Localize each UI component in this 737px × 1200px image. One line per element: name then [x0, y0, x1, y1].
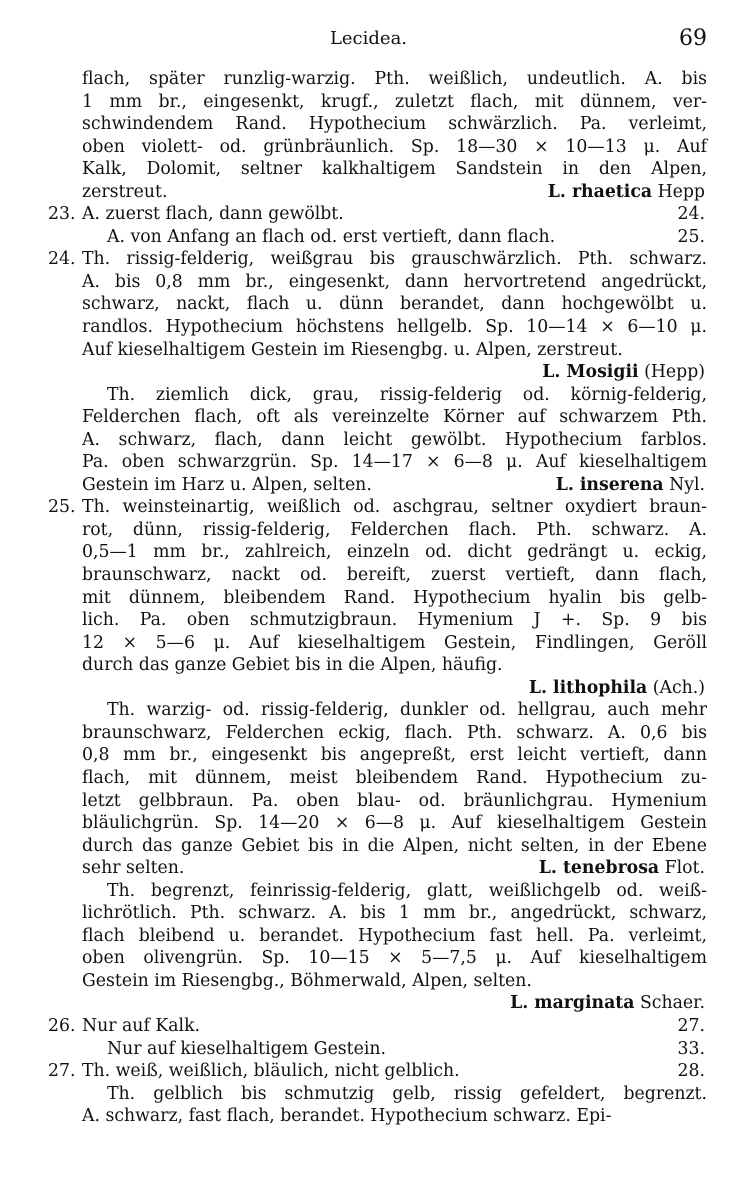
line-text: Gestein im Riesengbg., Böhmerwald, Alpen, selten.: [82, 970, 532, 991]
text-line: [0, 947, 737, 970]
line-text: braunschwarz, Felderchen eckig, flach. Pth. schwarz. A. 0,6 bis: [82, 722, 707, 743]
text-line: [0, 1060, 737, 1083]
line-text: A. bis 0,8 mm br., eingesenkt, dann hervortretend angedrückt,: [82, 271, 707, 292]
text-line: [0, 1083, 737, 1106]
line-text: 1 mm br., eingesenkt, krugf., zuletzt flach, mit dünnem, ver-: [82, 91, 707, 112]
species-name: [556, 474, 705, 497]
line-text: letzt gelbbraun. Pa. oben blau- od. bräunlichgrau. Hymenium: [82, 790, 707, 811]
line-text: flach, später runzlig-warzig. Pth. weißlich, undeutlich. A. bis: [82, 69, 707, 89]
text-line: [0, 68, 737, 91]
line-text: A. schwarz, fast flach, berandet. Hypothecium schwarz. Epi-: [82, 1106, 612, 1127]
line-text: Th. weiß, weißlich, bläulich, nicht gelblich.: [82, 1061, 460, 1082]
text-line: [0, 158, 737, 181]
line-text: lichrötlich. Pth. schwarz. A. bis 1 mm br., angedrückt, schwarz,: [82, 903, 707, 924]
line-text: 0,8 mm br., eingesenkt bis angepreßt, erst leicht vertieft, dann: [82, 745, 707, 766]
species-binomial: L. Mosigii: [542, 362, 639, 383]
line-text: Kalk, Dolomit, seltner kalkhaltigem Sandstein in den Alpen,: [82, 159, 707, 180]
key-text-body: [0, 68, 737, 1128]
key-reference-number: 24.: [677, 204, 705, 225]
running-head: Lecidea.: [329, 28, 408, 49]
text-line: [0, 857, 737, 880]
line-text: durch das ganze Gebiet bis in die Alpen, nicht selten, in der Ebene: [82, 835, 707, 856]
text-line: [0, 248, 737, 271]
text-line: [0, 113, 737, 136]
line-text: sehr selten.: [82, 858, 185, 879]
line-text: durch das ganze Gebiet bis in die Alpen, häufig.: [82, 655, 503, 676]
text-line: [0, 722, 737, 745]
line-text: 12 × 5—6 μ. Auf kieselhaltigem Gestein, Findlingen, Geröll: [82, 632, 707, 653]
line-text: Th. warzig- od. rissig-felderig, dunkler od. hellgrau, auch mehr: [107, 700, 707, 721]
line-text: A. zuerst flach, dann gewölbt.: [82, 204, 344, 225]
text-line: [0, 226, 737, 249]
text-line: [0, 541, 737, 564]
key-couplet-number: 27.: [48, 1061, 76, 1082]
key-couplet-number: 24.: [48, 249, 76, 270]
line-text: 0,5—1 mm br., zahlreich, einzeln od. dicht gedrängt u. eckig,: [82, 542, 707, 563]
species-binomial: L. tenebrosa: [538, 858, 660, 879]
text-line: [0, 136, 737, 159]
key-reference-number: 33.: [677, 1038, 705, 1059]
line-text: Auf kieselhaltigem Gestein im Riesengbg. u. Alpen, zerstreut.: [82, 339, 623, 360]
line-text: rot, dünn, rissig-felderig, Felderchen flach. Pth. schwarz. A.: [82, 519, 707, 540]
line-text: Th. weinsteinartig, weißlich od. aschgrau, seltner oxydiert braun-: [82, 497, 707, 518]
text-line: [0, 992, 737, 1015]
text-line: [0, 181, 737, 204]
text-line: [0, 1038, 737, 1061]
text-line: [0, 767, 737, 790]
text-line: [0, 361, 737, 384]
text-line: [0, 339, 737, 362]
text-line: [0, 474, 737, 497]
text-line: [0, 564, 737, 587]
text-line: [0, 429, 737, 452]
species-author: Hepp: [652, 181, 705, 202]
key-reference-number: 28.: [677, 1061, 705, 1082]
line-text: Nur auf kieselhaltigem Gestein.: [107, 1038, 386, 1059]
text-line: [0, 880, 737, 903]
species-author: (Ach.): [647, 677, 705, 698]
line-text: Th. ziemlich dick, grau, rissig-felderig od. körnig-felderig,: [107, 384, 707, 405]
line-text: flach bleibend u. berandet. Hypothecium fast hell. Pa. verleimt,: [82, 925, 707, 946]
key-couplet-number: 23.: [48, 204, 76, 225]
text-line: [0, 271, 737, 294]
species-binomial: L. inserena: [555, 474, 664, 495]
species-name: [542, 361, 705, 384]
text-line: [0, 632, 737, 655]
line-text: schwindendem Rand. Hypothecium schwärzlich. Pa. verleimt,: [82, 114, 707, 135]
line-text: Th. gelblich bis schmutzig gelb, rissig gefeldert, begrenzt.: [107, 1083, 707, 1104]
species-author: Schaer.: [634, 993, 705, 1014]
species-author: Flot.: [659, 858, 705, 879]
text-line: [0, 1015, 737, 1038]
text-line: [0, 406, 737, 429]
text-line: [0, 677, 737, 700]
line-text: A. von Anfang an flach od. erst vertieft, dann flach.: [107, 226, 556, 247]
key-reference-number: 25.: [677, 226, 705, 247]
text-line: [0, 970, 737, 993]
line-text: Th. rissig-felderig, weißgrau bis grauschwärzlich. Pth. schwarz.: [82, 249, 707, 270]
text-line: [0, 496, 737, 519]
page-number: 69: [679, 26, 707, 51]
text-line: [0, 835, 737, 858]
text-line: [0, 384, 737, 407]
text-line: [0, 203, 737, 226]
text-line: [0, 790, 737, 813]
text-line: [0, 587, 737, 610]
text-line: [0, 744, 737, 767]
text-line: [0, 316, 737, 339]
species-binomial: L. marginata: [510, 993, 635, 1014]
line-text: Th. begrenzt, feinrissig-felderig, glatt, weißlichgelb od. weiß-: [107, 880, 707, 901]
species-name: [529, 677, 705, 700]
species-author: Nyl.: [663, 474, 705, 495]
text-line: [0, 609, 737, 632]
line-text: braunschwarz, nackt od. bereift, zuerst vertieft, dann flach,: [82, 565, 707, 586]
text-line: [0, 519, 737, 542]
text-line: [0, 902, 737, 925]
key-couplet-number: 25.: [48, 497, 76, 518]
line-text: Gestein im Harz u. Alpen, selten.: [82, 474, 372, 495]
line-text: randlos. Hypothecium höchstens hellgelb. Sp. 10—14 × 6—10 μ.: [82, 317, 707, 338]
line-text: lich. Pa. oben schmutzigbraun. Hymenium J +. Sp. 9 bis: [82, 610, 707, 631]
page-header: [0, 24, 737, 54]
species-author: (Hepp): [638, 362, 705, 383]
line-text: mit dünnem, bleibendem Rand. Hypothecium hyalin bis gelb-: [82, 587, 707, 608]
line-text: zerstreut.: [82, 181, 168, 202]
line-text: schwarz, nackt, flach u. dünn berandet, dann hochgewölbt u.: [82, 294, 707, 315]
species-binomial: L. rhaetica: [547, 181, 653, 202]
species-name: [510, 992, 705, 1015]
key-couplet-number: 26.: [48, 1015, 76, 1036]
species-name: [548, 181, 705, 204]
line-text: A. schwarz, flach, dann leicht gewölbt. Hypothecium farblos.: [82, 429, 707, 450]
text-line: [0, 293, 737, 316]
text-line: [0, 1105, 737, 1128]
text-line: [0, 451, 737, 474]
line-text: Nur auf Kalk.: [82, 1015, 201, 1036]
line-text: Pa. oben schwarzgrün. Sp. 14—17 × 6—8 μ. Auf kieselhaltigem: [82, 452, 707, 473]
text-line: [0, 925, 737, 948]
text-line: [0, 654, 737, 677]
line-text: flach, mit dünnem, meist bleibendem Rand. Hypothecium zu-: [82, 767, 707, 788]
text-line: [0, 699, 737, 722]
text-line: [0, 812, 737, 835]
line-text: oben olivengrün. Sp. 10—15 × 5—7,5 μ. Auf kieselhaltigem: [82, 948, 707, 969]
species-binomial: L. lithophila: [528, 677, 648, 698]
key-reference-number: 27.: [677, 1015, 705, 1036]
line-text: Felderchen flach, oft als vereinzelte Körner auf schwarzem Pth.: [82, 407, 707, 428]
species-name: [539, 857, 705, 880]
text-line: [0, 91, 737, 114]
line-text: bläulichgrün. Sp. 14—20 × 6—8 μ. Auf kieselhaltigem Gestein: [82, 813, 707, 834]
line-text: oben violett- od. grünbräunlich. Sp. 18—30 × 10—13 μ. Auf: [82, 136, 707, 157]
